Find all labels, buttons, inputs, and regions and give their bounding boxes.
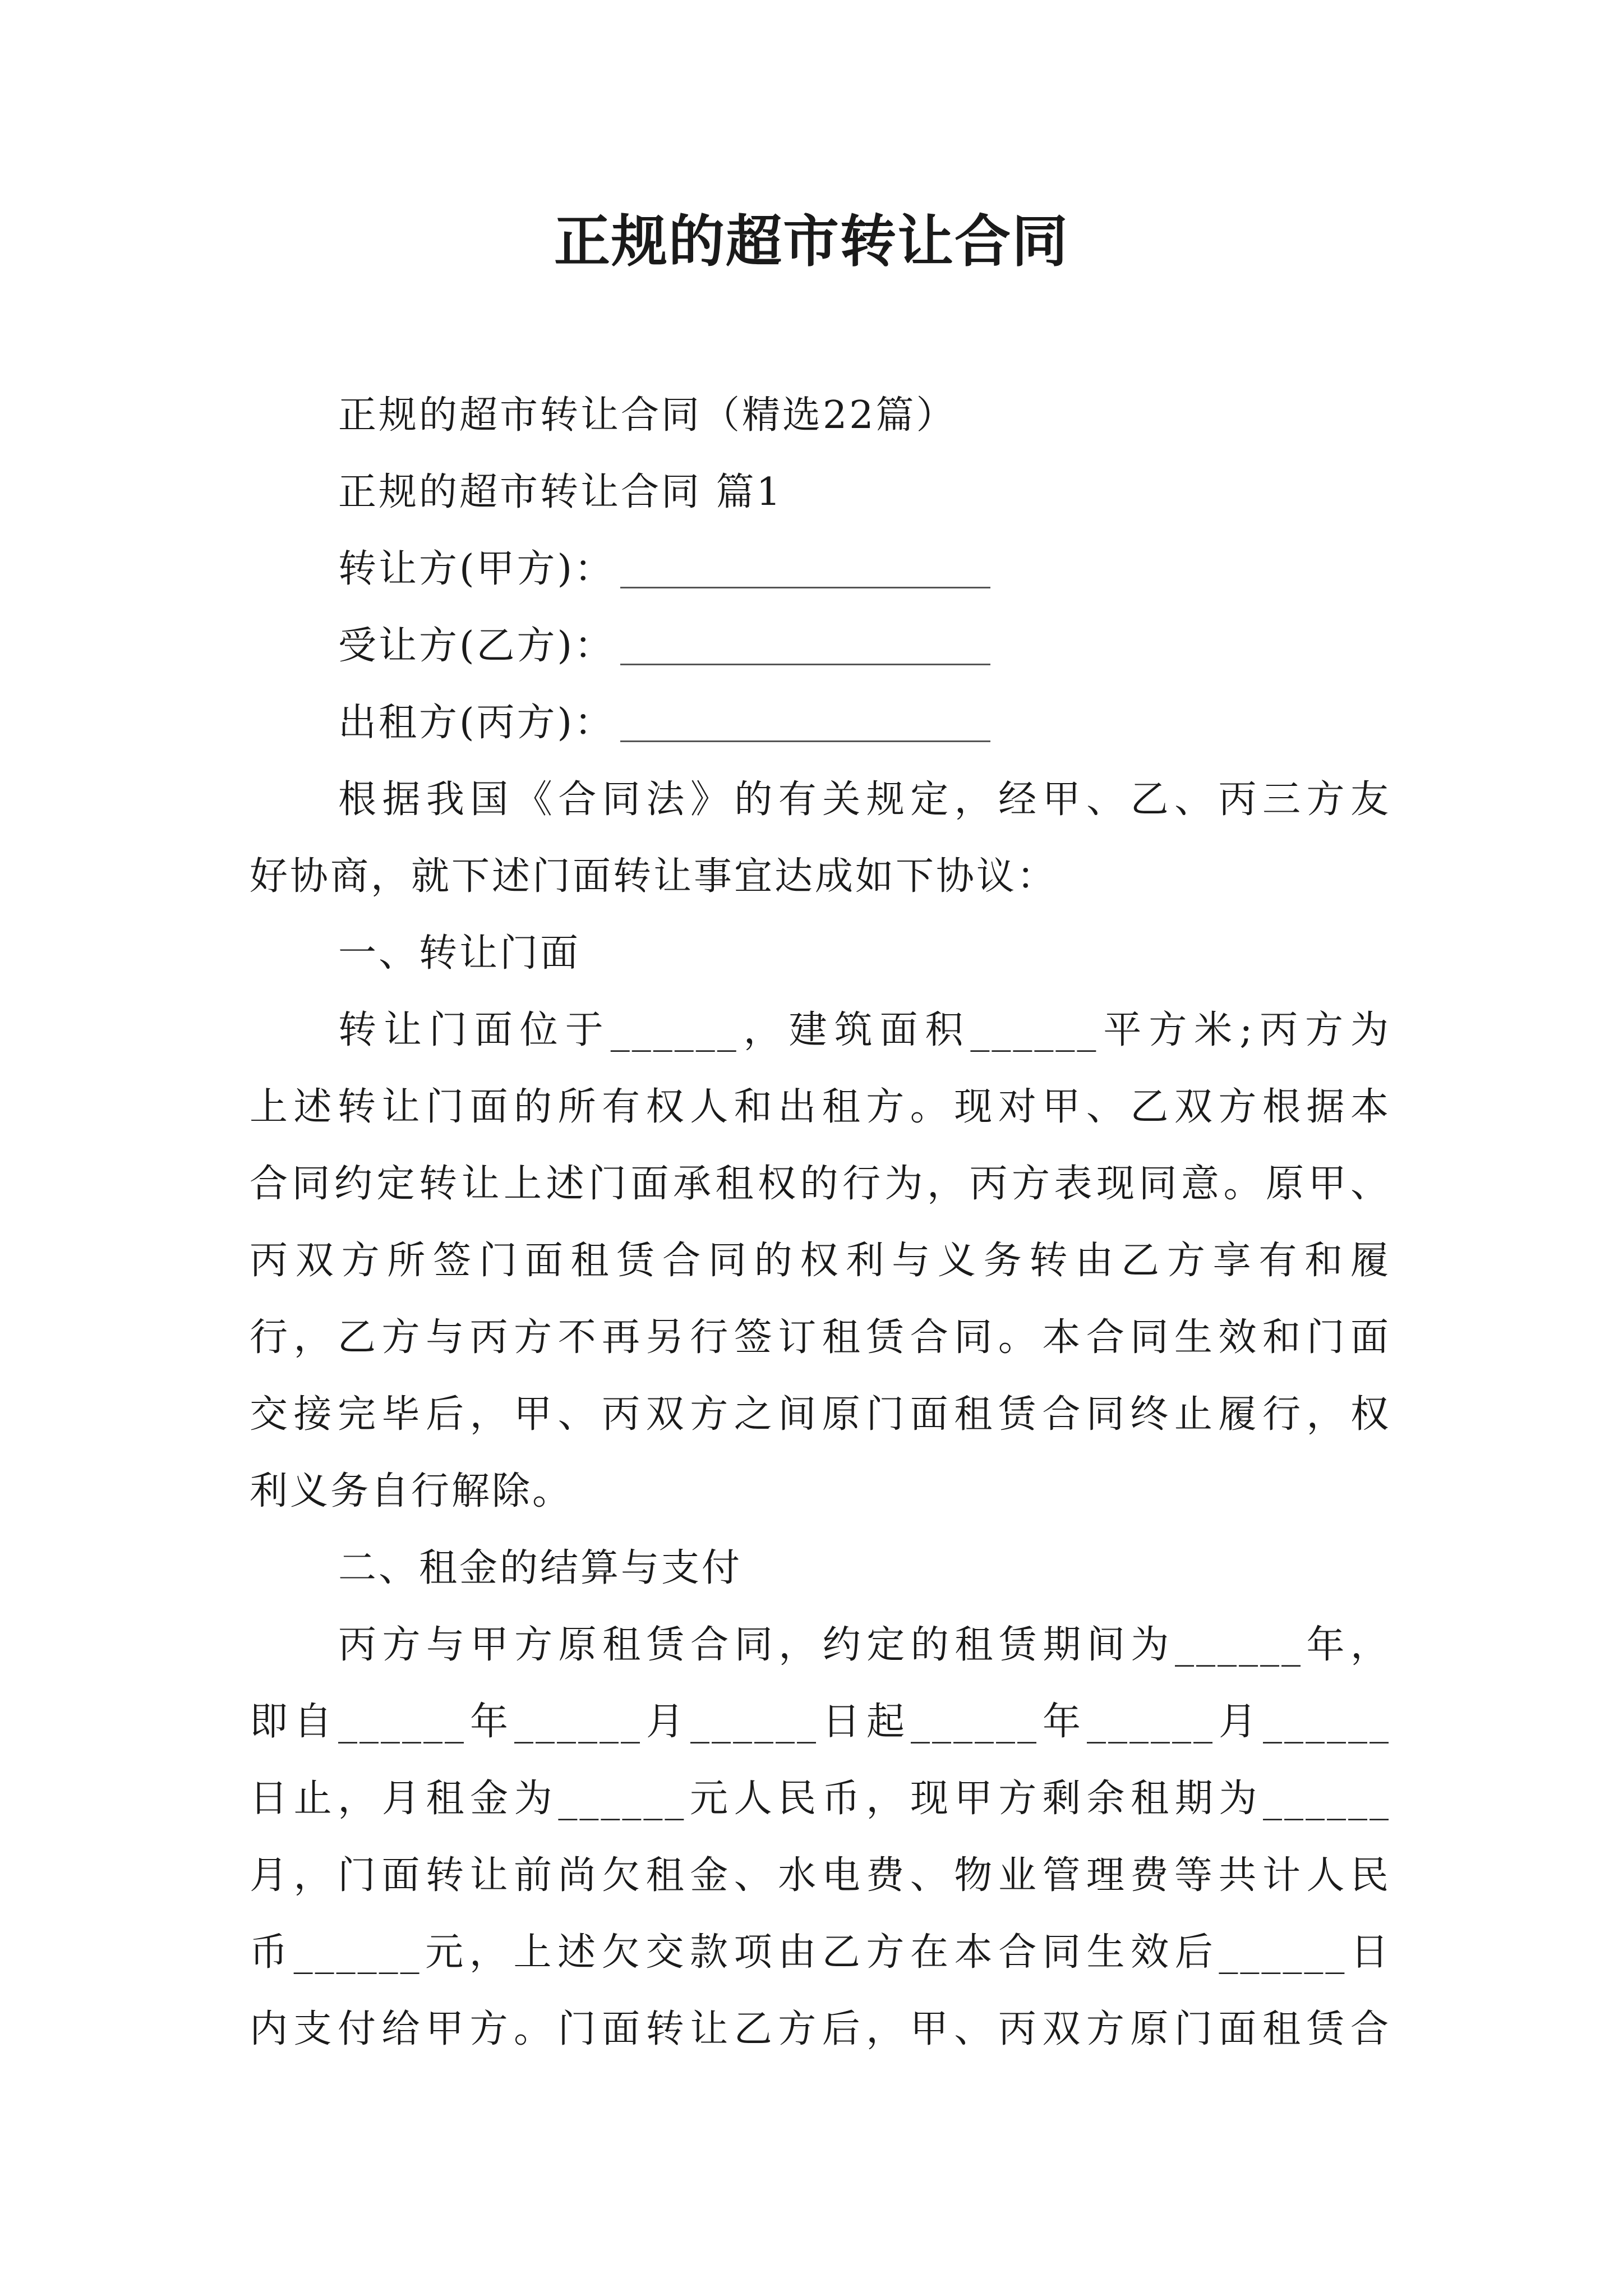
party-b-label: 受让方(乙方)： xyxy=(338,624,615,668)
party-c-label: 出租方(丙方)： xyxy=(338,701,615,745)
party-a-line xyxy=(250,531,1391,608)
paragraph-line: 内支付给甲方。门面转让乙方后，甲、丙双方原门面租赁合 xyxy=(250,2007,1391,2051)
party-b-line xyxy=(250,608,1391,684)
party-c-line xyxy=(250,684,1391,761)
paragraph-line: 交接完毕后，甲、丙双方之间原门面租赁合同终止履行，权 xyxy=(250,1392,1391,1437)
paragraph-line: 转让门面位于______，建筑面积______平方米;丙方为 xyxy=(338,1008,1391,1052)
party-a-label: 转让方(甲方)： xyxy=(338,547,615,591)
paragraph-line: 日止，月租金为______元人民币，现甲方剩余租期为______ xyxy=(250,1777,1391,1821)
paragraph-line: 丙双方所签门面租赁合同的权利与义务转由乙方享有和履 xyxy=(250,1239,1391,1283)
party-a-blank xyxy=(620,547,990,588)
paragraph-line: 月，门面转让前尚欠租金、水电费、物业管理费等共计人民 xyxy=(250,1853,1391,1898)
clause-heading-2: 二、租金的结算与支付 xyxy=(338,1546,743,1590)
paragraph-line: 好协商，就下述门面转让事宜达成如下协议： xyxy=(250,854,1058,899)
paragraph-line: 行，乙方与丙方不再另行签订租赁合同。本合同生效和门面 xyxy=(250,1315,1391,1360)
paragraph-line: 利义务自行解除。 xyxy=(250,1469,573,1513)
paragraph-line: 上述转让门面的所有权人和出租方。现对甲、乙双方根据本 xyxy=(250,1085,1391,1129)
document-body xyxy=(250,377,1391,2068)
party-c-blank xyxy=(620,701,990,742)
subtitle-line: 正规的超市转让合同（精选22篇） xyxy=(338,393,957,438)
clause-heading-1: 一、转让门面 xyxy=(338,931,581,976)
paragraph-line: 即自______年______月______日起______年______月______ xyxy=(250,1700,1391,1744)
paragraph-line: 合同约定转让上述门面承租权的行为，丙方表现同意。原甲、 xyxy=(250,1162,1391,1206)
section-heading-1: 正规的超市转让合同 篇1 xyxy=(338,470,783,514)
paragraph-line: 丙方与甲方原租赁合同，约定的租赁期间为______年， xyxy=(338,1623,1391,1667)
document-title: 正规的超市转让合同 xyxy=(554,208,1069,274)
party-b-blank xyxy=(620,624,990,665)
paragraph-line: 根据我国《合同法》的有关规定，经甲、乙、丙三方友 xyxy=(338,777,1391,822)
paragraph-line: 币______元，上述欠交款项由乙方在本合同生效后______日 xyxy=(250,1930,1391,1975)
